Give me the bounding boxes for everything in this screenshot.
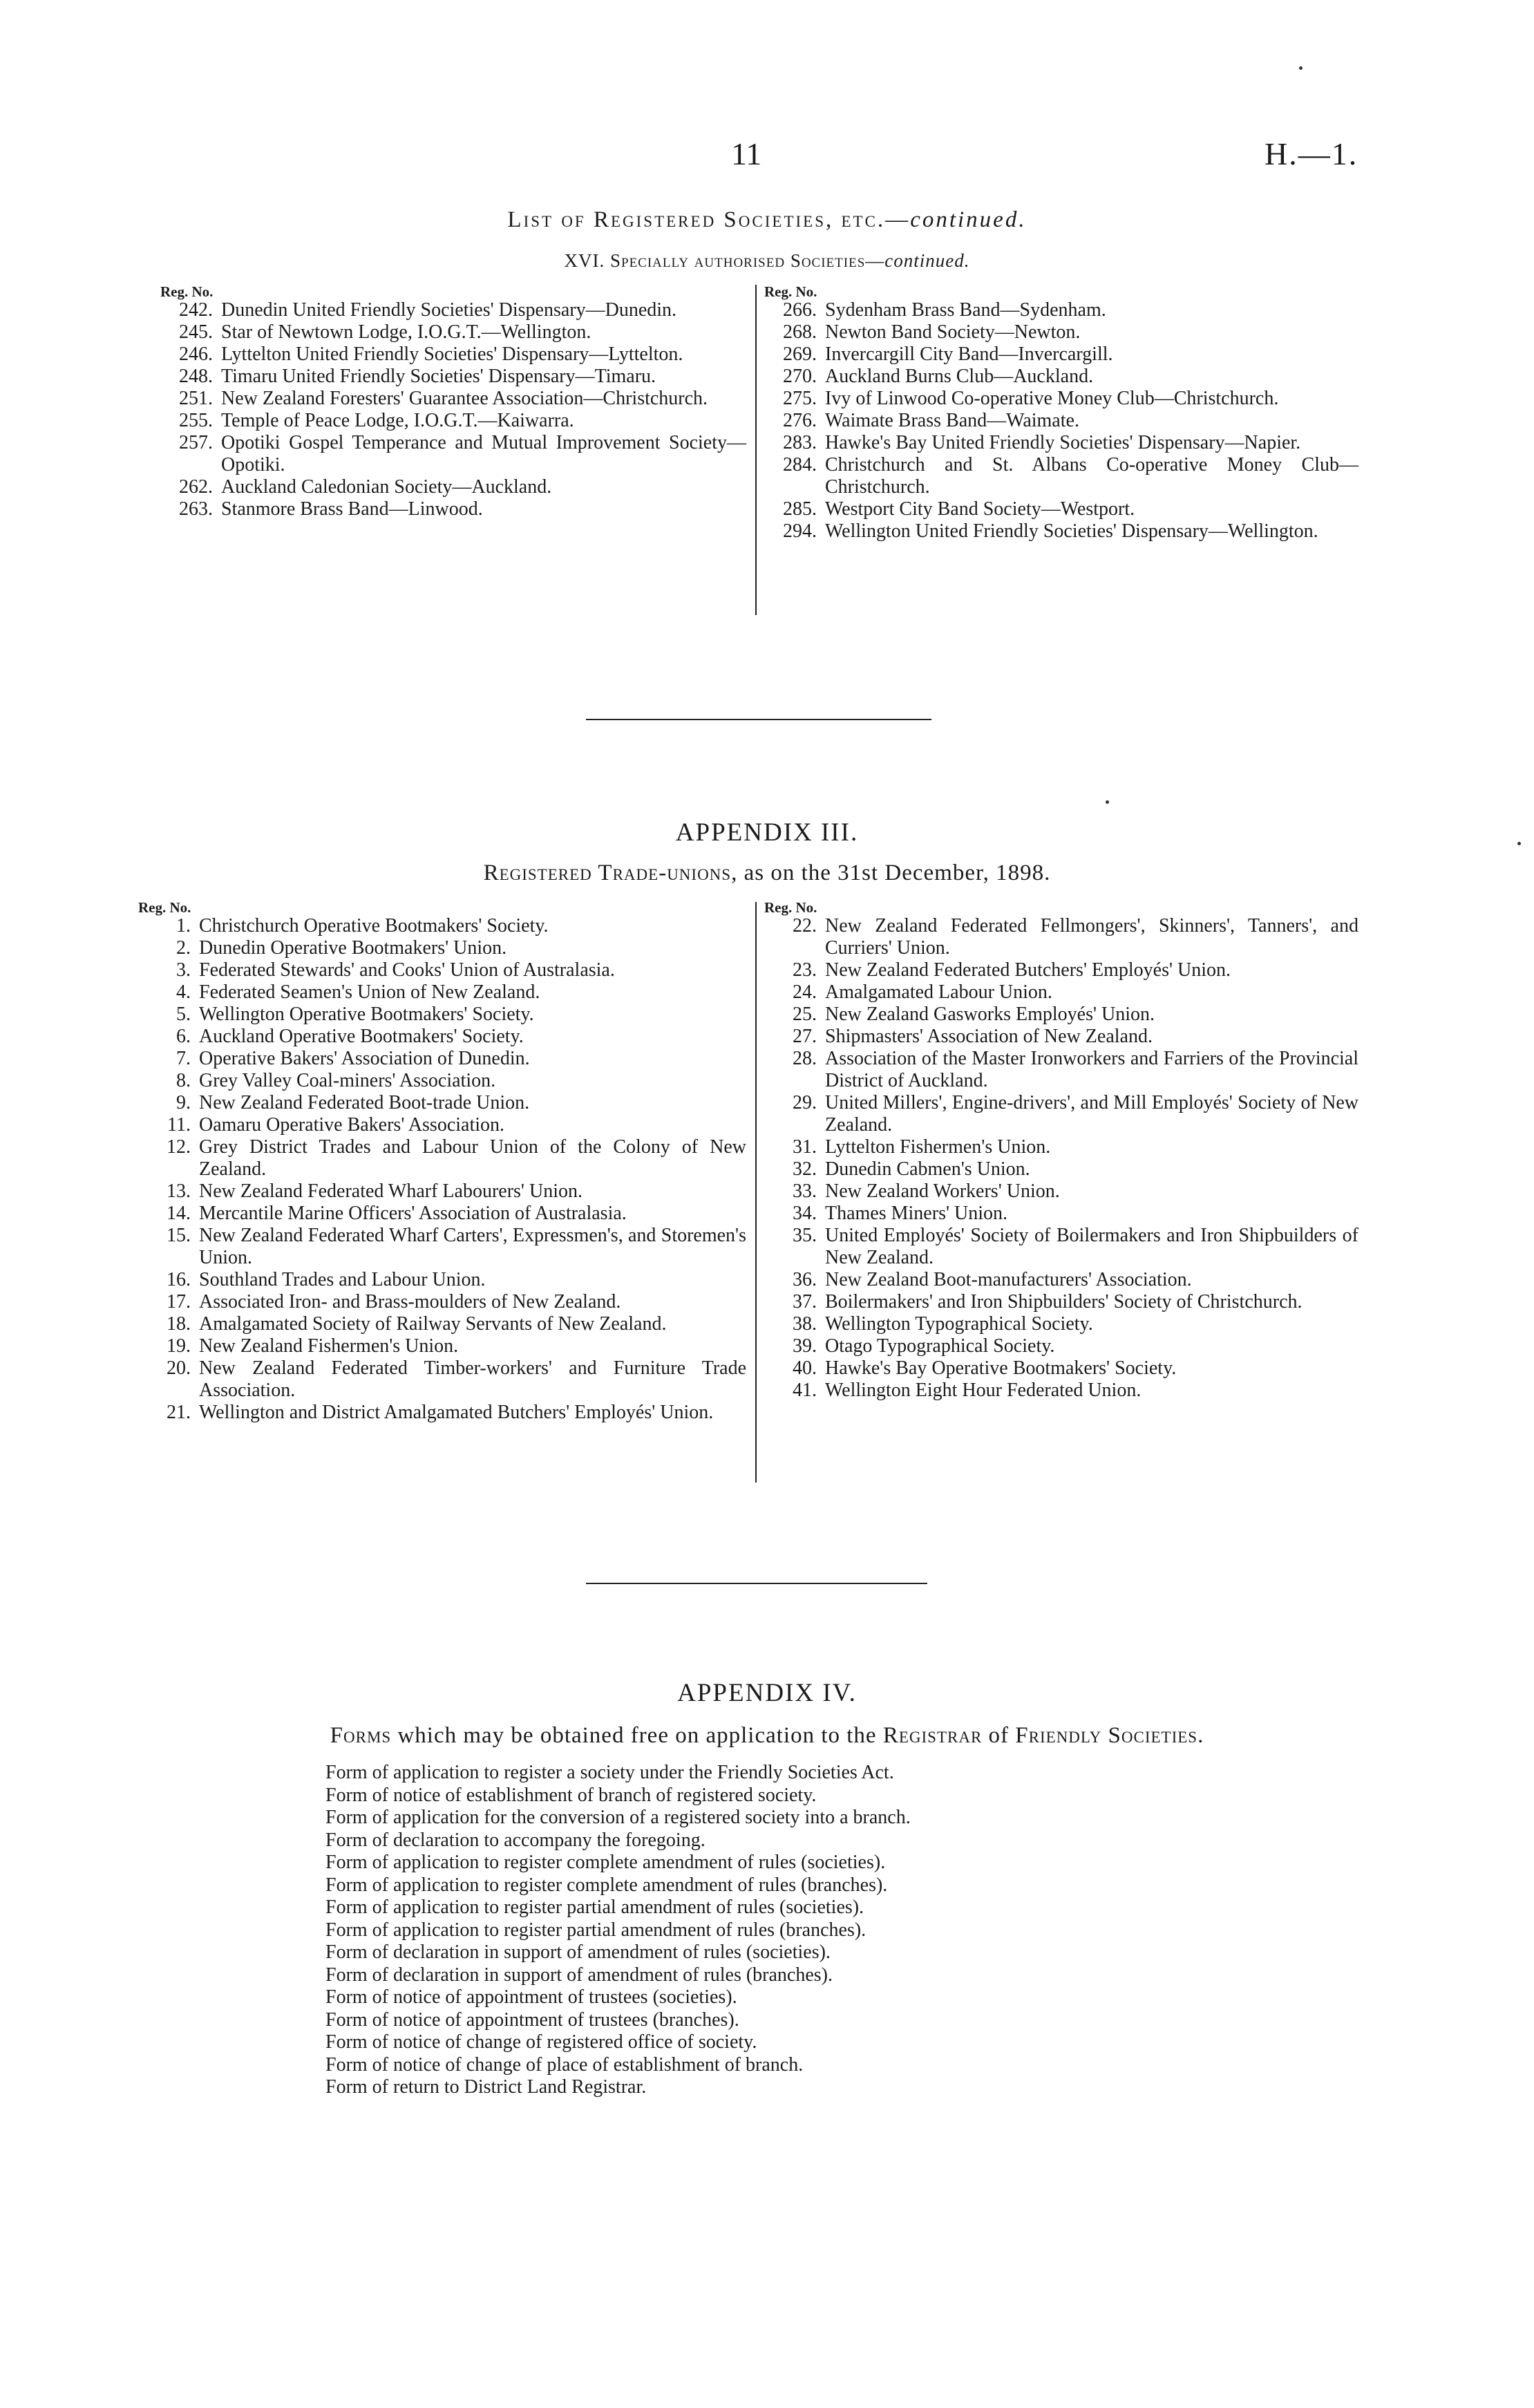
reg-no-label: Reg. No. — [138, 899, 191, 916]
reg-number: 24. — [793, 981, 817, 1003]
list-item — [764, 1048, 1358, 1092]
reg-number: 270. — [783, 366, 817, 387]
list-item — [764, 498, 1358, 520]
list-item — [160, 498, 746, 520]
reg-number: 12. — [167, 1136, 191, 1158]
subtitle-of: of — [988, 1723, 1010, 1748]
reg-number: 263. — [179, 498, 213, 520]
list-title-text: List of Registered Societies, etc.— — [507, 207, 911, 232]
list-section-title — [0, 207, 1534, 233]
reg-number: 7. — [176, 1048, 191, 1069]
reg-number: 255. — [179, 410, 213, 431]
list-item — [138, 1291, 746, 1313]
list-item — [160, 410, 746, 432]
entry-text: Operative Bakers' Association of Dunedin. — [199, 1048, 530, 1069]
list-item — [138, 1335, 746, 1357]
entry-text: Newton Band Society—Newton. — [825, 321, 1081, 343]
subtitle-forms: Forms — [330, 1723, 392, 1748]
reg-number: 27. — [793, 1026, 817, 1047]
entry-text: Invercargill City Band—Invercargill. — [825, 344, 1113, 365]
appendix-3-title: APPENDIX III. — [675, 818, 859, 847]
list-item — [764, 1225, 1358, 1269]
entry-text: New Zealand Boot-manufacturers' Association. — [825, 1269, 1192, 1290]
list-item — [160, 321, 746, 344]
list-item — [764, 1335, 1358, 1357]
list-item — [764, 1136, 1358, 1158]
entry-text: New Zealand Federated Timber-workers' and Furniture Trade Association. — [199, 1357, 746, 1401]
form-item: Form of declaration in support of amendment of rules (branches). — [325, 1964, 833, 1986]
scan-speck — [1517, 842, 1521, 845]
entry-text: Lyttelton Fishermen's Union. — [825, 1136, 1051, 1158]
entry-text: Opotiki Gospel Temperance and Mutual Improvement Society—Opotiki. — [221, 432, 746, 476]
reg-number: 268. — [783, 321, 817, 343]
entry-text: Auckland Burns Club—Auckland. — [825, 366, 1094, 387]
reg-no-label: Reg. No. — [764, 899, 817, 916]
reg-no-label: Reg. No. — [160, 283, 214, 300]
appendix-3-subtitle-date: as on the 31st December, 1898. — [744, 860, 1051, 885]
list-subtitle-continued: continued. — [884, 250, 970, 271]
entry-text: Hawke's Bay United Friendly Societies' Dispensary—Napier. — [825, 432, 1301, 453]
list-item — [764, 388, 1358, 410]
list-item — [160, 432, 746, 476]
column-divider — [755, 902, 757, 1483]
reg-no-label: Reg. No. — [764, 283, 817, 300]
entry-text: New Zealand Federated Fellmongers', Skinners', Tanners', and Curriers' Union. — [825, 915, 1358, 959]
form-item: Form of application to register complete amendment of rules (societies). — [325, 1852, 886, 1873]
list-item — [764, 454, 1358, 498]
entry-text: United Employés' Society of Boilermakers and Iron Shipbuilders of New Zealand. — [825, 1225, 1358, 1268]
list-section-subtitle — [0, 250, 1534, 272]
form-item: Form of notice of appointment of trustees (branches). — [325, 2009, 739, 2031]
list-item — [160, 388, 746, 410]
societies-right-list — [764, 299, 1358, 543]
entry-text: Wellington Operative Bootmakers' Society. — [199, 1004, 534, 1025]
forms-list — [325, 1762, 911, 2099]
reg-number: 4. — [176, 981, 191, 1003]
entry-text: Temple of Peace Lodge, I.O.G.T.—Kaiwarra. — [221, 410, 574, 431]
list-item — [764, 1291, 1358, 1313]
entry-text: Sydenham Brass Band—Sydenham. — [825, 299, 1106, 321]
entry-text: Otago Typographical Society. — [825, 1335, 1055, 1357]
entry-text: New Zealand Foresters' Guarantee Association—Christchurch. — [221, 388, 708, 409]
reg-number: 8. — [176, 1070, 191, 1091]
entry-text: Auckland Operative Bootmakers' Society. — [199, 1026, 524, 1047]
reg-number: 294. — [783, 520, 817, 542]
list-item — [138, 959, 746, 981]
list-item — [160, 476, 746, 498]
entry-text: Associated Iron- and Brass-moulders of New Zealand. — [199, 1291, 621, 1313]
appendix-4-title: APPENDIX IV. — [677, 1679, 857, 1707]
list-item — [764, 1158, 1358, 1181]
reg-number: 34. — [793, 1203, 817, 1224]
page-number: 11 — [731, 136, 762, 171]
entry-text: Association of the Master Ironworkers and Farriers of the Provincial District of Auckland. — [825, 1048, 1358, 1091]
scan-speck — [1299, 66, 1303, 70]
list-item — [160, 344, 746, 366]
form-item: Form of notice of change of place of establishment of branch. — [325, 2053, 804, 2076]
form-item: Form of notice of establishment of branch of registered society. — [325, 1784, 817, 1806]
list-item — [138, 1181, 746, 1203]
reg-number: 25. — [793, 1004, 817, 1025]
list-item — [764, 915, 1358, 959]
form-item: Form of application to register partial amendment of rules (branches). — [325, 1919, 867, 1941]
reg-number: 248. — [179, 366, 213, 387]
form-item: Form of application to register complete amendment of rules (branches). — [325, 1874, 888, 1896]
entry-text: Wellington Eight Hour Federated Union. — [825, 1380, 1142, 1401]
unions-right-column — [764, 900, 1358, 1402]
list-item — [764, 1313, 1358, 1335]
reg-number: 17. — [167, 1291, 191, 1313]
reg-number: 22. — [793, 915, 817, 937]
entry-text: Dunedin United Friendly Societies' Dispensary—Dunedin. — [221, 299, 677, 321]
entry-text: Oamaru Operative Bakers' Association. — [199, 1114, 505, 1136]
reg-number: 19. — [167, 1335, 191, 1357]
unions-left-list — [138, 915, 746, 1424]
societies-left-column — [160, 284, 746, 520]
list-subtitle-text: XVI. Specially authorised Societies— — [564, 250, 885, 271]
entry-text: New Zealand Workers' Union. — [825, 1181, 1060, 1202]
entry-text: Grey District Trades and Labour Union of the Colony of New Zealand. — [199, 1136, 746, 1180]
entry-text: Shipmasters' Association of New Zealand. — [825, 1026, 1153, 1047]
unions-left-column — [138, 900, 746, 1424]
reg-number: 9. — [176, 1092, 191, 1113]
reg-number: 40. — [793, 1357, 817, 1379]
entry-text: Dunedin Operative Bootmakers' Union. — [199, 937, 507, 959]
entry-text: Amalgamated Society of Railway Servants of New Zealand. — [199, 1313, 667, 1335]
societies-left-list — [160, 299, 746, 520]
reg-number: 13. — [167, 1181, 191, 1202]
list-item — [764, 1269, 1358, 1291]
entry-text: Amalgamated Labour Union. — [825, 981, 1052, 1003]
form-item: Form of declaration in support of amendment of rules (societies). — [325, 1941, 831, 1963]
reg-number: 251. — [179, 388, 213, 409]
entry-text: New Zealand Federated Butchers' Employés' Union. — [825, 959, 1231, 981]
entry-text: New Zealand Federated Boot-trade Union. — [199, 1092, 530, 1113]
appendix-3-subtitle-sc: Registered Trade-unions, — [483, 860, 738, 885]
entry-text: Thames Miners' Union. — [825, 1203, 1008, 1224]
entry-text: Stanmore Brass Band—Linwood. — [221, 498, 483, 520]
reg-number: 33. — [793, 1181, 817, 1202]
list-item — [764, 1357, 1358, 1380]
scan-speck — [1106, 800, 1109, 804]
entry-text: Timaru United Friendly Societies' Dispensary—Timaru. — [221, 366, 656, 387]
entry-text: Boilermakers' and Iron Shipbuilders' Society of Christchurch. — [825, 1291, 1303, 1313]
list-item — [138, 1357, 746, 1402]
entry-text: Westport City Band Society—Westport. — [825, 498, 1135, 520]
list-item — [764, 1203, 1358, 1225]
reg-number: 283. — [783, 432, 817, 453]
reg-number: 18. — [167, 1313, 191, 1335]
entry-text: Hawke's Bay Operative Bootmakers' Society. — [825, 1357, 1177, 1379]
subtitle-friendly-societies: Friendly Societies. — [1015, 1723, 1204, 1748]
appendix-4-subtitle — [0, 1723, 1534, 1749]
list-item — [138, 1070, 746, 1092]
column-divider — [755, 285, 757, 615]
subtitle-registrar: Registrar — [882, 1723, 983, 1748]
entry-text: Ivy of Linwood Co-operative Money Club—Christchurch. — [825, 388, 1279, 409]
list-item — [138, 1313, 746, 1335]
reg-number: 35. — [793, 1225, 817, 1246]
reg-number: 266. — [783, 299, 817, 321]
form-item: Form of notice of change of registered office of society. — [325, 2031, 757, 2053]
entry-text: Auckland Caledonian Society—Auckland. — [221, 476, 552, 498]
list-item — [138, 1136, 746, 1181]
form-item: Form of declaration to accompany the foregoing. — [325, 1829, 706, 1851]
reg-number: 285. — [783, 498, 817, 520]
entry-text: Wellington Typographical Society. — [825, 1313, 1093, 1335]
reg-number: 41. — [793, 1380, 817, 1401]
reg-number: 38. — [793, 1313, 817, 1335]
reg-number: 246. — [179, 344, 213, 365]
entry-text: Wellington United Friendly Societies' Dispensary—Wellington. — [825, 520, 1318, 542]
societies-right-column — [764, 284, 1358, 543]
list-item — [764, 520, 1358, 543]
form-item: Form of application to register partial amendment of rules (societies). — [325, 1897, 864, 1918]
list-item — [764, 344, 1358, 366]
entry-text: Federated Seamen's Union of New Zealand. — [199, 981, 540, 1003]
entry-text: United Millers', Engine-drivers', and Mill Employés' Society of New Zealand. — [825, 1092, 1358, 1136]
reg-number: 5. — [176, 1004, 191, 1025]
appendix-3-subtitle — [0, 860, 1534, 886]
reg-number: 21. — [167, 1402, 191, 1423]
entry-text: Wellington and District Amalgamated Butchers' Employés' Union. — [199, 1402, 714, 1423]
reg-number: 257. — [179, 432, 213, 453]
reg-number: 2. — [176, 937, 191, 959]
reg-number: 275. — [783, 388, 817, 409]
reg-number: 1. — [176, 915, 191, 937]
entry-text: Waimate Brass Band—Waimate. — [825, 410, 1079, 431]
entry-text: Star of Newtown Lodge, I.O.G.T.—Wellington. — [221, 321, 591, 343]
list-item — [138, 1114, 746, 1136]
list-item — [764, 366, 1358, 388]
list-item — [138, 915, 746, 937]
list-item — [160, 366, 746, 388]
entry-text: Southland Trades and Labour Union. — [199, 1269, 486, 1290]
reg-number: 29. — [793, 1092, 817, 1113]
list-item — [764, 1026, 1358, 1048]
reg-number: 14. — [167, 1203, 191, 1224]
reg-number: 28. — [793, 1048, 817, 1069]
list-item — [764, 432, 1358, 454]
entry-text: New Zealand Fishermen's Union. — [199, 1335, 459, 1357]
reg-number: 6. — [176, 1026, 191, 1047]
list-item — [138, 1004, 746, 1026]
form-item: Form of application to register a society under the Friendly Societies Act. — [325, 1762, 894, 1783]
form-item: Form of notice of appointment of trustees (societies). — [325, 1986, 737, 2008]
entry-text: New Zealand Gasworks Employés' Union. — [825, 1004, 1155, 1025]
reg-number: 23. — [793, 959, 817, 981]
list-item — [160, 299, 746, 321]
reg-number: 11. — [167, 1114, 191, 1136]
list-item — [138, 937, 746, 959]
list-item — [138, 1092, 746, 1114]
entry-text: Mercantile Marine Officers' Association of Australasia. — [199, 1203, 627, 1224]
entry-text: Christchurch and St. Albans Co-operative Money Club—Christchurch. — [825, 454, 1358, 498]
reg-number: 36. — [793, 1269, 817, 1290]
list-item — [138, 1048, 746, 1070]
reg-number: 37. — [793, 1291, 817, 1313]
reg-number: 32. — [793, 1158, 817, 1180]
unions-right-list — [764, 915, 1358, 1402]
list-item — [138, 1225, 746, 1269]
reg-number: 269. — [783, 344, 817, 365]
entry-text: Dunedin Cabmen's Union. — [825, 1158, 1030, 1180]
list-item — [764, 1181, 1358, 1203]
reg-number: 39. — [793, 1335, 817, 1357]
list-item — [138, 981, 746, 1004]
reg-number: 3. — [176, 959, 191, 981]
list-item — [764, 1004, 1358, 1026]
reg-number: 242. — [179, 299, 213, 321]
subtitle-text: which may be obtained free on application to the — [397, 1723, 877, 1748]
reg-number: 31. — [793, 1136, 817, 1158]
entry-text: New Zealand Federated Wharf Carters', Expressmen's, and Storemen's Union. — [199, 1225, 746, 1268]
reg-number: 245. — [179, 321, 213, 343]
page-code: H.—1. — [1265, 136, 1358, 171]
section-divider — [586, 1583, 927, 1584]
entry-text: Lyttelton United Friendly Societies' Dispensary—Lyttelton. — [221, 344, 683, 365]
entry-text: Christchurch Operative Bootmakers' Society. — [199, 915, 549, 937]
reg-number: 262. — [179, 476, 213, 498]
section-divider — [586, 719, 931, 720]
list-title-continued: continued. — [910, 207, 1027, 232]
entry-text: Grey Valley Coal-miners' Association. — [199, 1070, 496, 1091]
list-item — [764, 299, 1358, 321]
reg-number: 20. — [167, 1357, 191, 1379]
list-item — [138, 1203, 746, 1225]
list-item — [764, 981, 1358, 1004]
entry-text: Federated Stewards' and Cooks' Union of Australasia. — [199, 959, 615, 981]
reg-number: 284. — [783, 454, 817, 476]
entry-text: New Zealand Federated Wharf Labourers' Union. — [199, 1181, 583, 1202]
list-item — [764, 959, 1358, 981]
reg-number: 15. — [167, 1225, 191, 1246]
reg-number: 16. — [167, 1269, 191, 1290]
reg-number: 276. — [783, 410, 817, 431]
list-item — [138, 1026, 746, 1048]
form-item: Form of application for the conversion of a registered society into a branch. — [325, 1807, 911, 1828]
list-item — [764, 1380, 1358, 1402]
list-item — [764, 1092, 1358, 1136]
list-item — [138, 1402, 746, 1424]
list-item — [764, 321, 1358, 344]
list-item — [764, 410, 1358, 432]
form-item: Form of return to District Land Registrar. — [325, 2076, 647, 2098]
list-item — [138, 1269, 746, 1291]
